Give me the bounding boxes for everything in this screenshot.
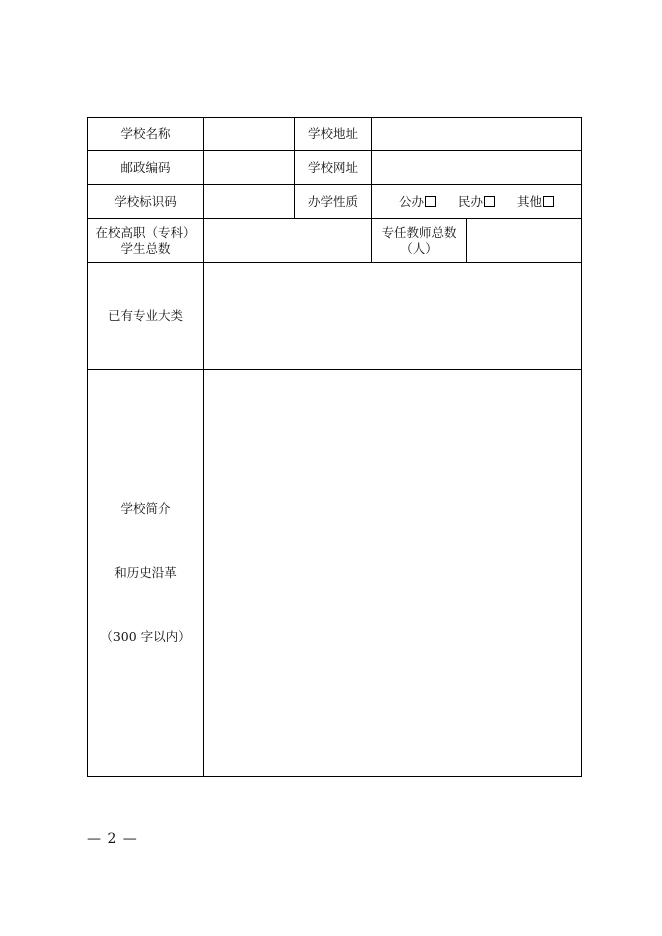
school-type-option-public[interactable]: 公办 — [399, 194, 436, 210]
school-name-field[interactable] — [204, 118, 295, 151]
school-type-option-private[interactable]: 民办 — [458, 194, 495, 210]
school-name-label: 学校名称 — [88, 118, 204, 151]
teacher-total-field[interactable] — [467, 219, 582, 263]
intro-label: 学校简介 和历史沿革 （300 字以内） — [88, 370, 204, 777]
teacher-total-label: 专任教师总数 （人） — [372, 219, 467, 263]
page-number: — 2 — — [87, 831, 138, 847]
school-address-field[interactable] — [372, 118, 582, 151]
school-type-option-other[interactable]: 其他 — [517, 194, 554, 210]
postal-code-label: 邮政编码 — [88, 151, 204, 185]
checkbox-icon[interactable] — [425, 196, 436, 207]
postal-code-field[interactable] — [204, 151, 295, 185]
school-id-code-label: 学校标识码 — [88, 185, 204, 219]
intro-field[interactable] — [204, 370, 582, 777]
school-address-label: 学校地址 — [295, 118, 372, 151]
school-type-options — [372, 185, 582, 219]
majors-label: 已有专业大类 — [88, 263, 204, 370]
school-type-label: 办学性质 — [295, 185, 372, 219]
student-total-label: 在校高职（专科） 学生总数 — [88, 219, 204, 263]
checkbox-icon[interactable] — [484, 196, 495, 207]
student-total-field[interactable] — [204, 219, 372, 263]
school-website-label: 学校网址 — [295, 151, 372, 185]
checkbox-icon[interactable] — [543, 196, 554, 207]
school-website-field[interactable] — [372, 151, 582, 185]
school-info-form — [87, 117, 582, 777]
school-id-code-field[interactable] — [204, 185, 295, 219]
majors-field[interactable] — [204, 263, 582, 370]
